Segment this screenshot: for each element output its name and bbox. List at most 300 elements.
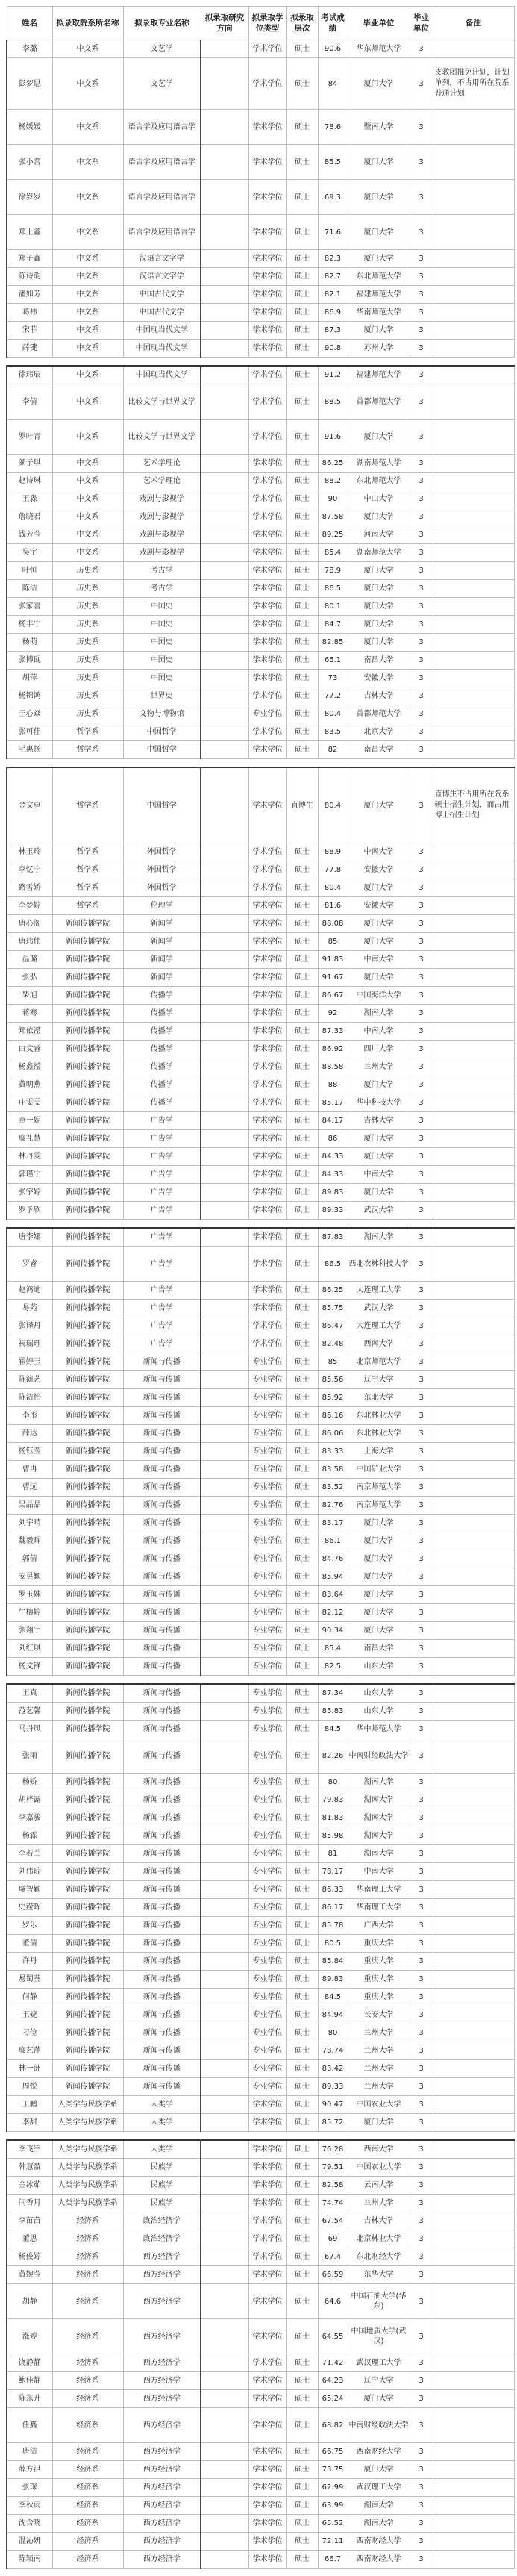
school-cell: 厦门大学	[348, 180, 410, 215]
direction-cell	[201, 508, 248, 526]
major-cell: 新闻与传播	[123, 1721, 201, 1738]
major-cell: 新闻学	[123, 969, 201, 987]
table-row	[7, 1917, 514, 1935]
major-cell: 广告学	[123, 1282, 201, 1300]
major-cell: 新闻与传播	[123, 2060, 201, 2078]
score-cell: 80.4	[318, 879, 348, 897]
degree-cell: 学术学位	[248, 250, 286, 268]
unit-cell: 3	[410, 1353, 433, 1371]
score-cell: 84.76	[318, 1550, 348, 1568]
degree-cell: 专业学位	[248, 1863, 286, 1881]
unit-cell: 3	[410, 1282, 433, 1300]
level-cell: 硕士	[286, 1005, 318, 1023]
table-row	[7, 1497, 514, 1515]
degree-cell: 学术学位	[248, 1247, 286, 1282]
unit-cell: 3	[410, 1371, 433, 1389]
table-row	[7, 652, 514, 670]
name-cell: 赵诗琳	[7, 473, 52, 490]
level-cell: 硕士	[286, 1130, 318, 1148]
score-cell: 76.28	[318, 2140, 348, 2159]
dept-cell: 新闻传播学院	[52, 1863, 123, 1881]
major-cell: 新闻与传播	[123, 1791, 201, 1809]
direction-cell	[201, 2479, 248, 2497]
header-score: 考试成绩	[318, 7, 348, 40]
major-cell: 文艺学	[123, 58, 201, 110]
level-cell: 硕士	[286, 2212, 318, 2230]
direction-cell	[201, 1371, 248, 1389]
school-cell: 兰州大学	[348, 2078, 410, 2096]
major-cell: 考古学	[123, 562, 201, 580]
table-row	[7, 1184, 514, 1202]
table-row	[7, 1041, 514, 1058]
name-cell: 易蜀蓥	[7, 1971, 52, 1989]
level-cell: 硕士	[286, 1791, 318, 1809]
dept-cell: 新闻传播学院	[52, 1604, 123, 1622]
unit-cell: 3	[410, 580, 433, 598]
dept-cell: 历史系	[52, 687, 123, 705]
level-cell: 硕士	[286, 286, 318, 304]
name-cell: 虞智颖	[7, 1881, 52, 1899]
level-cell: 硕士	[286, 670, 318, 687]
degree-cell: 学术学位	[248, 897, 286, 915]
level-cell: 硕士	[286, 322, 318, 340]
score-cell: 85.92	[318, 1389, 348, 1407]
table-row	[7, 250, 514, 268]
direction-cell	[201, 1130, 248, 1148]
table-row	[7, 1532, 514, 1550]
degree-cell: 专业学位	[248, 1353, 286, 1371]
table-row	[7, 687, 514, 705]
school-cell: 厦门大学	[348, 215, 410, 250]
major-cell: 伦理学	[123, 897, 201, 915]
unit-cell: 3	[410, 1640, 433, 1658]
note-cell	[433, 951, 514, 969]
table-row	[7, 490, 514, 508]
note-cell	[433, 1130, 514, 1148]
note-cell	[433, 562, 514, 580]
major-cell: 新闻学	[123, 915, 201, 933]
degree-cell: 学术学位	[248, 304, 286, 322]
level-cell: 直博生	[286, 767, 318, 843]
school-cell: 厦门大学	[348, 634, 410, 652]
major-cell: 民族学	[123, 2159, 201, 2177]
degree-cell: 学术学位	[248, 2390, 286, 2408]
note-cell	[433, 2006, 514, 2024]
degree-cell: 学术学位	[248, 1094, 286, 1112]
note-cell	[433, 1094, 514, 1112]
note-cell	[433, 215, 514, 250]
unit-cell: 3	[410, 215, 433, 250]
table-row	[7, 2248, 514, 2266]
level-cell: 硕士	[286, 384, 318, 420]
unit-cell: 3	[410, 687, 433, 705]
direction-cell	[201, 767, 248, 843]
direction-cell	[201, 2042, 248, 2060]
note-cell	[433, 987, 514, 1005]
name-cell: 叶恒	[7, 562, 52, 580]
dept-cell: 新闻传播学院	[52, 1809, 123, 1827]
degree-cell: 学术学位	[248, 723, 286, 741]
direction-cell	[201, 1953, 248, 1971]
dept-cell: 经济系	[52, 2515, 123, 2533]
direction-cell	[201, 723, 248, 741]
major-cell: 广告学	[123, 1184, 201, 1202]
unit-cell: 3	[410, 598, 433, 616]
unit-cell: 3	[410, 340, 433, 358]
direction-cell	[201, 2443, 248, 2461]
degree-cell: 学术学位	[248, 420, 286, 455]
school-cell: 厦门大学	[348, 250, 410, 268]
score-cell: 85.17	[318, 1094, 348, 1112]
score-cell: 81	[318, 1845, 348, 1863]
school-cell: 厦门大学	[348, 2461, 410, 2479]
school-cell: 东北大学	[348, 1389, 410, 1407]
score-cell: 80.1	[318, 598, 348, 616]
major-cell: 中国哲学	[123, 741, 201, 759]
note-cell	[433, 1845, 514, 1863]
admission-table-segment	[6, 2139, 515, 2569]
dept-cell: 历史系	[52, 705, 123, 723]
level-cell: 硕士	[286, 987, 318, 1005]
direction-cell	[201, 1515, 248, 1532]
note-cell	[433, 1353, 514, 1371]
score-cell: 80.4	[318, 705, 348, 723]
level-cell: 硕士	[286, 1899, 318, 1917]
degree-cell: 学术学位	[248, 1282, 286, 1300]
degree-cell: 学术学位	[248, 879, 286, 897]
note-cell	[433, 1658, 514, 1676]
degree-cell: 学术学位	[248, 2319, 286, 2354]
major-cell: 艺术学理论	[123, 455, 201, 473]
degree-cell: 学术学位	[248, 1184, 286, 1202]
score-cell: 69.3	[318, 180, 348, 215]
score-cell: 85.5	[318, 145, 348, 180]
dept-cell: 新闻传播学院	[52, 1497, 123, 1515]
name-cell: 王心焱	[7, 705, 52, 723]
direction-cell	[201, 2159, 248, 2177]
degree-cell: 学术学位	[248, 215, 286, 250]
direction-cell	[201, 2408, 248, 2443]
note-cell	[433, 2461, 514, 2479]
unit-cell: 3	[410, 2060, 433, 2078]
school-cell: 华中师范大学	[348, 1721, 410, 1738]
table-row	[7, 268, 514, 286]
school-cell: 中南大学	[348, 1023, 410, 1041]
note-cell	[433, 1917, 514, 1935]
dept-cell: 历史系	[52, 670, 123, 687]
major-cell: 文艺学	[123, 40, 201, 58]
school-cell: 南京师范大学	[348, 1479, 410, 1497]
degree-cell: 专业学位	[248, 1917, 286, 1935]
direction-cell	[201, 2533, 248, 2551]
table-row	[7, 2354, 514, 2372]
name-cell: 詹晓君	[7, 508, 52, 526]
unit-cell: 3	[410, 2354, 433, 2372]
dept-cell: 人类学与民族学系	[52, 2159, 123, 2177]
dept-cell: 中文系	[52, 250, 123, 268]
school-cell: 厦门大学	[348, 1184, 410, 1202]
degree-cell: 学术学位	[248, 473, 286, 490]
school-cell: 南昌大学	[348, 652, 410, 670]
school-cell: 湖南大学	[348, 1228, 410, 1247]
note-cell	[433, 1335, 514, 1353]
score-cell: 88.9	[318, 843, 348, 861]
degree-cell: 学术学位	[248, 1130, 286, 1148]
direction-cell	[201, 1228, 248, 1247]
name-cell: 杨鑫滢	[7, 1058, 52, 1076]
degree-cell: 学术学位	[248, 580, 286, 598]
direction-cell	[201, 1317, 248, 1335]
table-row	[7, 2195, 514, 2212]
name-cell: 史滢晖	[7, 1899, 52, 1917]
table-row	[7, 1845, 514, 1863]
name-cell: 罗乐	[7, 1917, 52, 1935]
dept-cell: 中文系	[52, 40, 123, 58]
unit-cell: 3	[410, 933, 433, 951]
dept-cell: 新闻传播学院	[52, 1721, 123, 1738]
degree-cell: 学术学位	[248, 598, 286, 616]
name-cell: 沈含晓	[7, 2515, 52, 2533]
degree-cell: 专业学位	[248, 1389, 286, 1407]
dept-cell: 中文系	[52, 322, 123, 340]
dept-cell: 中文系	[52, 455, 123, 473]
major-cell: 新闻与传播	[123, 1935, 201, 1953]
header-row	[7, 7, 514, 40]
major-cell: 新闻与传播	[123, 1881, 201, 1899]
unit-cell: 3	[410, 2497, 433, 2515]
school-cell: 西南大学	[348, 1335, 410, 1353]
major-cell: 人类学	[123, 2140, 201, 2159]
direction-cell	[201, 2078, 248, 2096]
note-cell	[433, 2497, 514, 2515]
direction-cell	[201, 562, 248, 580]
admission-table-segment	[6, 767, 515, 1220]
note-cell	[433, 1058, 514, 1076]
unit-cell: 3	[410, 1845, 433, 1863]
name-cell: 葛祎	[7, 304, 52, 322]
school-cell: 南京师范大学	[348, 1497, 410, 1515]
name-cell: 郑上鑫	[7, 215, 52, 250]
major-cell: 戏剧与影视学	[123, 544, 201, 562]
level-cell: 硕士	[286, 861, 318, 879]
unit-cell: 3	[410, 1989, 433, 2006]
direction-cell	[201, 705, 248, 723]
dept-cell: 新闻传播学院	[52, 1935, 123, 1953]
level-cell: 硕士	[286, 1935, 318, 1953]
score-cell: 84.33	[318, 1166, 348, 1184]
note-cell	[433, 897, 514, 915]
degree-cell: 学术学位	[248, 2408, 286, 2443]
direction-cell	[201, 1112, 248, 1130]
unit-cell: 3	[410, 384, 433, 420]
dept-cell: 新闻传播学院	[52, 1041, 123, 1058]
name-cell: 张宇婷	[7, 1184, 52, 1202]
unit-cell: 3	[410, 951, 433, 969]
school-cell: 华东师范大学	[348, 40, 410, 58]
table-row	[7, 1953, 514, 1971]
school-cell: 华南师范大学	[348, 304, 410, 322]
dept-cell: 人类学与民族学系	[52, 2195, 123, 2212]
school-cell: 安徽大学	[348, 861, 410, 879]
level-cell: 硕士	[286, 145, 318, 180]
major-cell: 西方经济学	[123, 2248, 201, 2266]
dept-cell: 人类学与民族学系	[52, 2096, 123, 2114]
score-cell: 85	[318, 1353, 348, 1371]
direction-cell	[201, 879, 248, 897]
major-cell: 新闻与传播	[123, 1371, 201, 1389]
unit-cell: 3	[410, 1335, 433, 1353]
note-cell	[433, 455, 514, 473]
score-cell: 82.5	[318, 1658, 348, 1676]
name-cell: 曹冉	[7, 1461, 52, 1479]
school-cell: 北京林业大学	[348, 2230, 410, 2248]
score-cell: 64.6	[318, 2284, 348, 2319]
level-cell: 硕士	[286, 180, 318, 215]
note-cell	[433, 933, 514, 951]
dept-cell: 经济系	[52, 2461, 123, 2479]
score-cell: 85.98	[318, 1827, 348, 1845]
score-cell: 86.25	[318, 455, 348, 473]
major-cell: 中国古代文学	[123, 304, 201, 322]
table-row	[7, 2515, 514, 2533]
direction-cell	[201, 526, 248, 544]
score-cell: 79.83	[318, 1791, 348, 1809]
direction-cell	[201, 1703, 248, 1721]
major-cell: 新闻与传播	[123, 1604, 201, 1622]
unit-cell: 3	[410, 268, 433, 286]
level-cell: 硕士	[286, 1809, 318, 1827]
major-cell: 外国哲学	[123, 843, 201, 861]
score-cell: 84.33	[318, 1148, 348, 1166]
dept-cell: 新闻传播学院	[52, 1622, 123, 1640]
major-cell: 广告学	[123, 1148, 201, 1166]
direction-cell	[201, 1247, 248, 1282]
major-cell: 文物与博物馆	[123, 705, 201, 723]
direction-cell	[201, 1899, 248, 1917]
table-row	[7, 544, 514, 562]
major-cell: 新闻与传播	[123, 1353, 201, 1371]
level-cell: 硕士	[286, 2408, 318, 2443]
score-cell: 84	[318, 58, 348, 110]
degree-cell: 专业学位	[248, 1881, 286, 1899]
note-cell	[433, 1228, 514, 1247]
note-cell	[433, 843, 514, 861]
degree-cell: 专业学位	[248, 1827, 286, 1845]
table-row	[7, 508, 514, 526]
direction-cell	[201, 1094, 248, 1112]
unit-cell: 3	[410, 1425, 433, 1443]
dept-cell: 新闻传播学院	[52, 951, 123, 969]
level-cell: 硕士	[286, 490, 318, 508]
school-cell: 华南理工大学	[348, 1899, 410, 1917]
level-cell: 硕士	[286, 1076, 318, 1094]
name-cell: 陈洁怡	[7, 1389, 52, 1407]
unit-cell: 3	[410, 2443, 433, 2461]
note-cell	[433, 1684, 514, 1703]
major-cell: 中国现当代文学	[123, 366, 201, 384]
degree-cell: 学术学位	[248, 544, 286, 562]
score-cell: 64.23	[318, 2372, 348, 2390]
direction-cell	[201, 455, 248, 473]
level-cell: 硕士	[286, 1335, 318, 1353]
score-cell: 85.56	[318, 1371, 348, 1389]
note-cell	[433, 1622, 514, 1640]
school-cell: 山东大学	[348, 1658, 410, 1676]
table-row	[7, 1640, 514, 1658]
direction-cell	[201, 1479, 248, 1497]
direction-cell	[201, 2230, 248, 2248]
school-cell: 东北师范大学	[348, 473, 410, 490]
note-cell	[433, 1774, 514, 1791]
dept-cell: 中文系	[52, 110, 123, 145]
level-cell: 硕士	[286, 741, 318, 759]
degree-cell: 专业学位	[248, 1953, 286, 1971]
level-cell: 硕士	[286, 1112, 318, 1130]
unit-cell: 3	[410, 2024, 433, 2042]
level-cell: 硕士	[286, 1917, 318, 1935]
name-cell: 刘宇晴	[7, 1515, 52, 1532]
unit-cell: 3	[410, 1622, 433, 1640]
degree-cell: 学术学位	[248, 2195, 286, 2212]
dept-cell: 新闻传播学院	[52, 987, 123, 1005]
table-row	[7, 2443, 514, 2461]
score-cell: 82.7	[318, 268, 348, 286]
unit-cell: 3	[410, 1515, 433, 1532]
major-cell: 传播学	[123, 1005, 201, 1023]
score-cell: 88.2	[318, 473, 348, 490]
level-cell: 硕士	[286, 1827, 318, 1845]
note-cell	[433, 2390, 514, 2408]
direction-cell	[201, 2390, 248, 2408]
score-cell: 85.83	[318, 1703, 348, 1721]
name-cell: 杨钰莹	[7, 1443, 52, 1461]
dept-cell: 新闻传播学院	[52, 915, 123, 933]
unit-cell: 3	[410, 987, 433, 1005]
direction-cell	[201, 1721, 248, 1738]
name-cell: 陈诗韵	[7, 268, 52, 286]
school-cell: 厦门大学	[348, 1130, 410, 1148]
school-cell: 大连理工大学	[348, 1317, 410, 1335]
name-cell: 韩慧盈	[7, 2159, 52, 2177]
dept-cell: 新闻传播学院	[52, 1247, 123, 1282]
level-cell: 硕士	[286, 933, 318, 951]
score-cell: 63.99	[318, 2497, 348, 2515]
name-cell: 安昱颖	[7, 1568, 52, 1586]
name-cell: 毛惠扬	[7, 741, 52, 759]
unit-cell: 3	[410, 544, 433, 562]
direction-cell	[201, 2284, 248, 2319]
major-cell: 西方经济学	[123, 2497, 201, 2515]
header-unit: 毕业单位	[410, 7, 433, 40]
note-cell	[433, 861, 514, 879]
major-cell: 广告学	[123, 1317, 201, 1335]
level-cell: 硕士	[286, 110, 318, 145]
note-cell	[433, 598, 514, 616]
unit-cell: 3	[410, 2479, 433, 2497]
table-row	[7, 1058, 514, 1076]
direction-cell	[201, 2060, 248, 2078]
unit-cell: 3	[410, 1479, 433, 1497]
direction-cell	[201, 2114, 248, 2132]
note-cell	[433, 1148, 514, 1166]
level-cell: 硕士	[286, 1989, 318, 2006]
major-cell: 比较文学与世界文学	[123, 384, 201, 420]
name-cell: 王淼	[7, 490, 52, 508]
dept-cell: 新闻传播学院	[52, 1461, 123, 1479]
school-cell: 中国农业大学	[348, 2159, 410, 2177]
level-cell: 硕士	[286, 2159, 318, 2177]
table-row	[7, 2533, 514, 2551]
